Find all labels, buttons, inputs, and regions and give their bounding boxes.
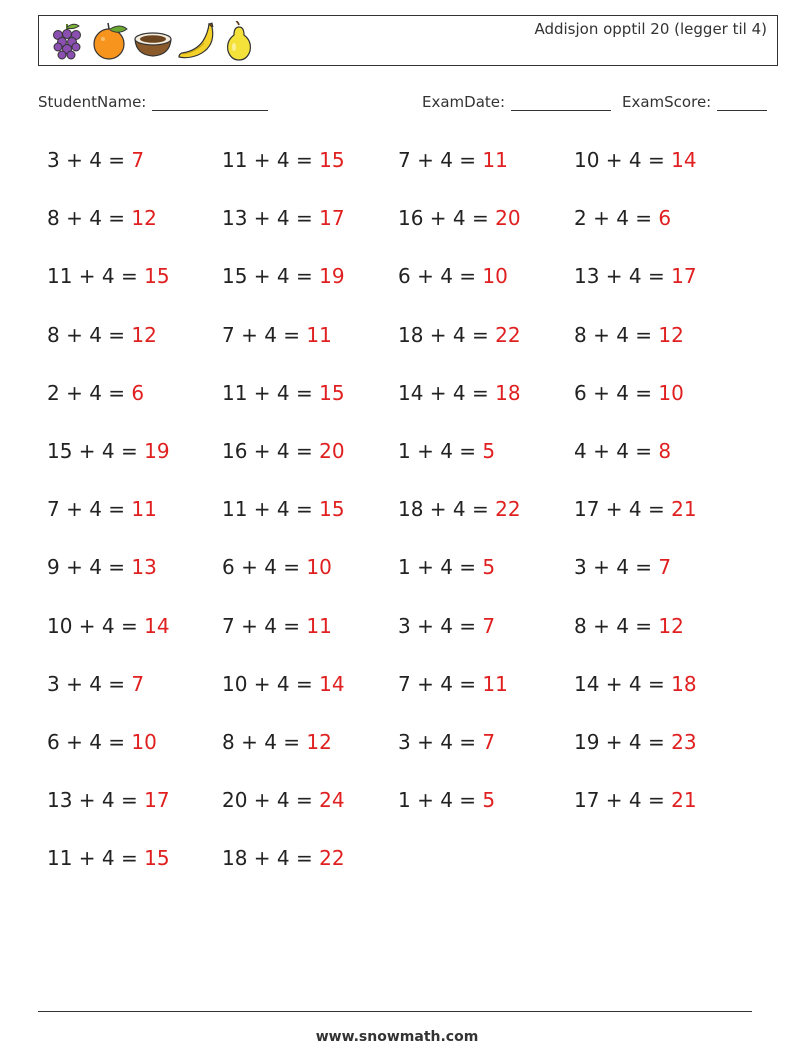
problem-item [574, 148, 697, 172]
problem-question: 3 + 4 = [574, 555, 659, 580]
problem-question: 19 + 4 = [574, 730, 672, 754]
problem-item [222, 206, 345, 230]
problem-question: 14 + 4 = [574, 671, 672, 696]
problem-item [574, 555, 671, 579]
problem-question: 15 + 4 = [222, 264, 320, 289]
problem-question: 8 + 4 = [574, 322, 659, 347]
problem-answer: 17 [319, 206, 345, 231]
problem-question: 6 + 4 = [398, 264, 483, 289]
problem-answer: 12 [306, 730, 332, 754]
problem-question: 9 + 4 = [47, 555, 132, 580]
problem-question: 11 + 4 = [47, 264, 145, 289]
exam-date-field [422, 93, 611, 111]
problem-answer: 24 [319, 788, 345, 813]
banana-icon [176, 19, 216, 63]
problem-item [222, 323, 332, 347]
problem-question: 3 + 4 = [47, 671, 132, 696]
problem-item [574, 672, 697, 696]
problem-item [574, 323, 684, 347]
problem-answer: 22 [495, 497, 521, 522]
problem-question: 18 + 4 = [398, 322, 496, 347]
problem-question: 8 + 4 = [47, 322, 132, 347]
problem-question: 18 + 4 = [398, 497, 496, 522]
problem-question: 11 + 4 = [222, 497, 320, 522]
problem-item [47, 439, 170, 463]
problem-item [574, 206, 671, 230]
problem-item [222, 846, 345, 870]
exam-date-label: ExamDate: [422, 93, 506, 111]
problem-item [398, 788, 495, 812]
problem-answer: 7 [131, 148, 145, 172]
problem-item [47, 264, 170, 288]
problem-question: 11 + 4 = [222, 380, 320, 405]
problem-question: 1 + 4 = [398, 439, 483, 463]
problem-question: 1 + 4 = [398, 555, 483, 580]
problem-question: 17 + 4 = [574, 788, 672, 813]
problem-question: 10 + 4 = [47, 613, 145, 638]
problem-item [574, 264, 697, 288]
problem-question: 7 + 4 = [222, 322, 307, 347]
problem-item [222, 555, 332, 579]
problem-item [574, 730, 697, 754]
problem-answer: 7 [482, 730, 496, 754]
problem-item [222, 381, 345, 405]
problem-item [47, 730, 157, 754]
problem-item [574, 381, 684, 405]
problem-question: 13 + 4 = [574, 264, 672, 289]
header-box [38, 15, 778, 66]
problem-answer: 20 [319, 439, 345, 463]
problem-question: 15 + 4 = [47, 439, 145, 463]
problem-answer: 11 [306, 613, 332, 638]
problem-question: 6 + 4 = [47, 730, 132, 754]
problem-item [222, 148, 345, 172]
problem-question: 18 + 4 = [222, 846, 320, 871]
problem-answer: 22 [319, 846, 345, 871]
problem-answer: 11 [482, 671, 508, 696]
problem-question: 20 + 4 = [222, 788, 320, 813]
problem-item [47, 614, 170, 638]
problem-question: 13 + 4 = [47, 788, 145, 813]
problem-item [574, 497, 697, 521]
problem-item [47, 555, 157, 579]
problem-item [222, 788, 345, 812]
problem-item [47, 206, 157, 230]
problem-item [398, 614, 495, 638]
problem-answer: 11 [482, 148, 508, 172]
problem-answer: 15 [319, 497, 345, 522]
problem-question: 7 + 4 = [47, 497, 132, 522]
problem-question: 7 + 4 = [222, 613, 307, 638]
problem-answer: 14 [671, 148, 697, 172]
problem-item [47, 381, 144, 405]
problem-question: 3 + 4 = [47, 148, 132, 172]
problem-item [398, 323, 521, 347]
problem-answer: 17 [144, 788, 170, 813]
student-name-label: StudentName: [38, 93, 147, 111]
problem-question: 2 + 4 = [574, 206, 659, 231]
problem-question: 11 + 4 = [222, 148, 320, 172]
problem-question: 14 + 4 = [398, 380, 496, 405]
problem-question: 3 + 4 = [398, 730, 483, 754]
problem-answer: 5 [482, 439, 496, 463]
problem-question: 10 + 4 = [574, 148, 672, 172]
problem-item [47, 323, 157, 347]
problem-question: 1 + 4 = [398, 788, 483, 813]
problem-question: 6 + 4 = [574, 380, 659, 405]
problem-item [398, 672, 508, 696]
problem-item [398, 497, 521, 521]
problem-answer: 22 [495, 322, 521, 347]
problem-answer: 15 [144, 264, 170, 289]
problem-answer: 21 [671, 788, 697, 813]
problem-answer: 10 [482, 264, 508, 289]
sheet-title: Addisjon opptil 20 (legger til 4) [534, 20, 767, 38]
pear-icon [219, 19, 259, 63]
problem-answer: 19 [319, 264, 345, 289]
problem-item [398, 206, 521, 230]
problem-item [398, 381, 521, 405]
problem-question: 4 + 4 = [574, 439, 659, 463]
problem-question: 10 + 4 = [222, 671, 320, 696]
problem-item [574, 614, 684, 638]
problem-question: 11 + 4 = [47, 846, 145, 871]
student-name-field [38, 93, 268, 111]
problem-answer: 12 [658, 322, 684, 347]
problem-question: 7 + 4 = [398, 671, 483, 696]
problem-answer: 7 [658, 555, 672, 580]
problem-item [222, 614, 332, 638]
problem-item [47, 497, 157, 521]
problem-question: 7 + 4 = [398, 148, 483, 172]
problem-item [222, 497, 345, 521]
problem-answer: 20 [495, 206, 521, 231]
problem-answer: 12 [658, 613, 684, 638]
problem-item [47, 148, 144, 172]
problem-question: 2 + 4 = [47, 380, 132, 405]
problem-item [574, 788, 697, 812]
problem-answer: 5 [482, 788, 496, 813]
exam-score-field [622, 93, 767, 111]
footer-url: www.snowmath.com [315, 1029, 479, 1045]
problem-answer: 13 [131, 555, 157, 580]
problem-question: 8 + 4 = [222, 730, 307, 754]
problem-item [47, 846, 170, 870]
problem-answer: 6 [131, 380, 145, 405]
problem-item [398, 148, 508, 172]
problem-answer: 17 [671, 264, 697, 289]
problem-item [574, 439, 671, 463]
problem-item [398, 730, 495, 754]
problem-question: 3 + 4 = [398, 613, 483, 638]
problem-item [398, 439, 495, 463]
problem-answer: 18 [671, 671, 697, 696]
problem-item [47, 672, 144, 696]
problem-answer: 10 [658, 380, 684, 405]
problem-question: 16 + 4 = [222, 439, 320, 463]
problem-question: 6 + 4 = [222, 555, 307, 580]
problem-answer: 23 [671, 730, 697, 754]
exam-score-label: ExamScore: [622, 93, 712, 111]
problem-answer: 15 [144, 846, 170, 871]
orange-icon [90, 19, 130, 63]
problem-answer: 15 [319, 148, 345, 172]
exam-score-blank[interactable] [717, 94, 767, 111]
fruit-row [47, 19, 262, 63]
problem-answer: 12 [131, 206, 157, 231]
grapes-icon [47, 19, 87, 63]
problem-item [222, 264, 345, 288]
problem-answer: 21 [671, 497, 697, 522]
student-name-blank[interactable] [152, 94, 268, 111]
coconut-icon [133, 19, 173, 63]
problem-answer: 14 [144, 613, 170, 638]
problem-answer: 6 [658, 206, 672, 231]
exam-date-blank[interactable] [511, 94, 611, 111]
problem-answer: 11 [306, 322, 332, 347]
problem-item [222, 439, 345, 463]
problem-answer: 15 [319, 380, 345, 405]
problem-answer: 18 [495, 380, 521, 405]
problem-question: 8 + 4 = [574, 613, 659, 638]
problem-item [398, 264, 508, 288]
problem-answer: 11 [131, 497, 157, 522]
problem-question: 8 + 4 = [47, 206, 132, 231]
problem-answer: 10 [131, 730, 157, 754]
problem-answer: 19 [144, 439, 170, 463]
problem-answer: 5 [482, 555, 496, 580]
problem-question: 17 + 4 = [574, 497, 672, 522]
problem-answer: 7 [482, 613, 496, 638]
problem-item [47, 788, 170, 812]
problem-item [222, 730, 332, 754]
problem-answer: 10 [306, 555, 332, 580]
footer-divider [38, 1011, 752, 1012]
problem-question: 16 + 4 = [398, 206, 496, 231]
problem-answer: 8 [658, 439, 672, 463]
problem-item [222, 672, 345, 696]
problem-answer: 14 [319, 671, 345, 696]
problem-item [398, 555, 495, 579]
problem-answer: 7 [131, 671, 145, 696]
problem-answer: 12 [131, 322, 157, 347]
problem-question: 13 + 4 = [222, 206, 320, 231]
